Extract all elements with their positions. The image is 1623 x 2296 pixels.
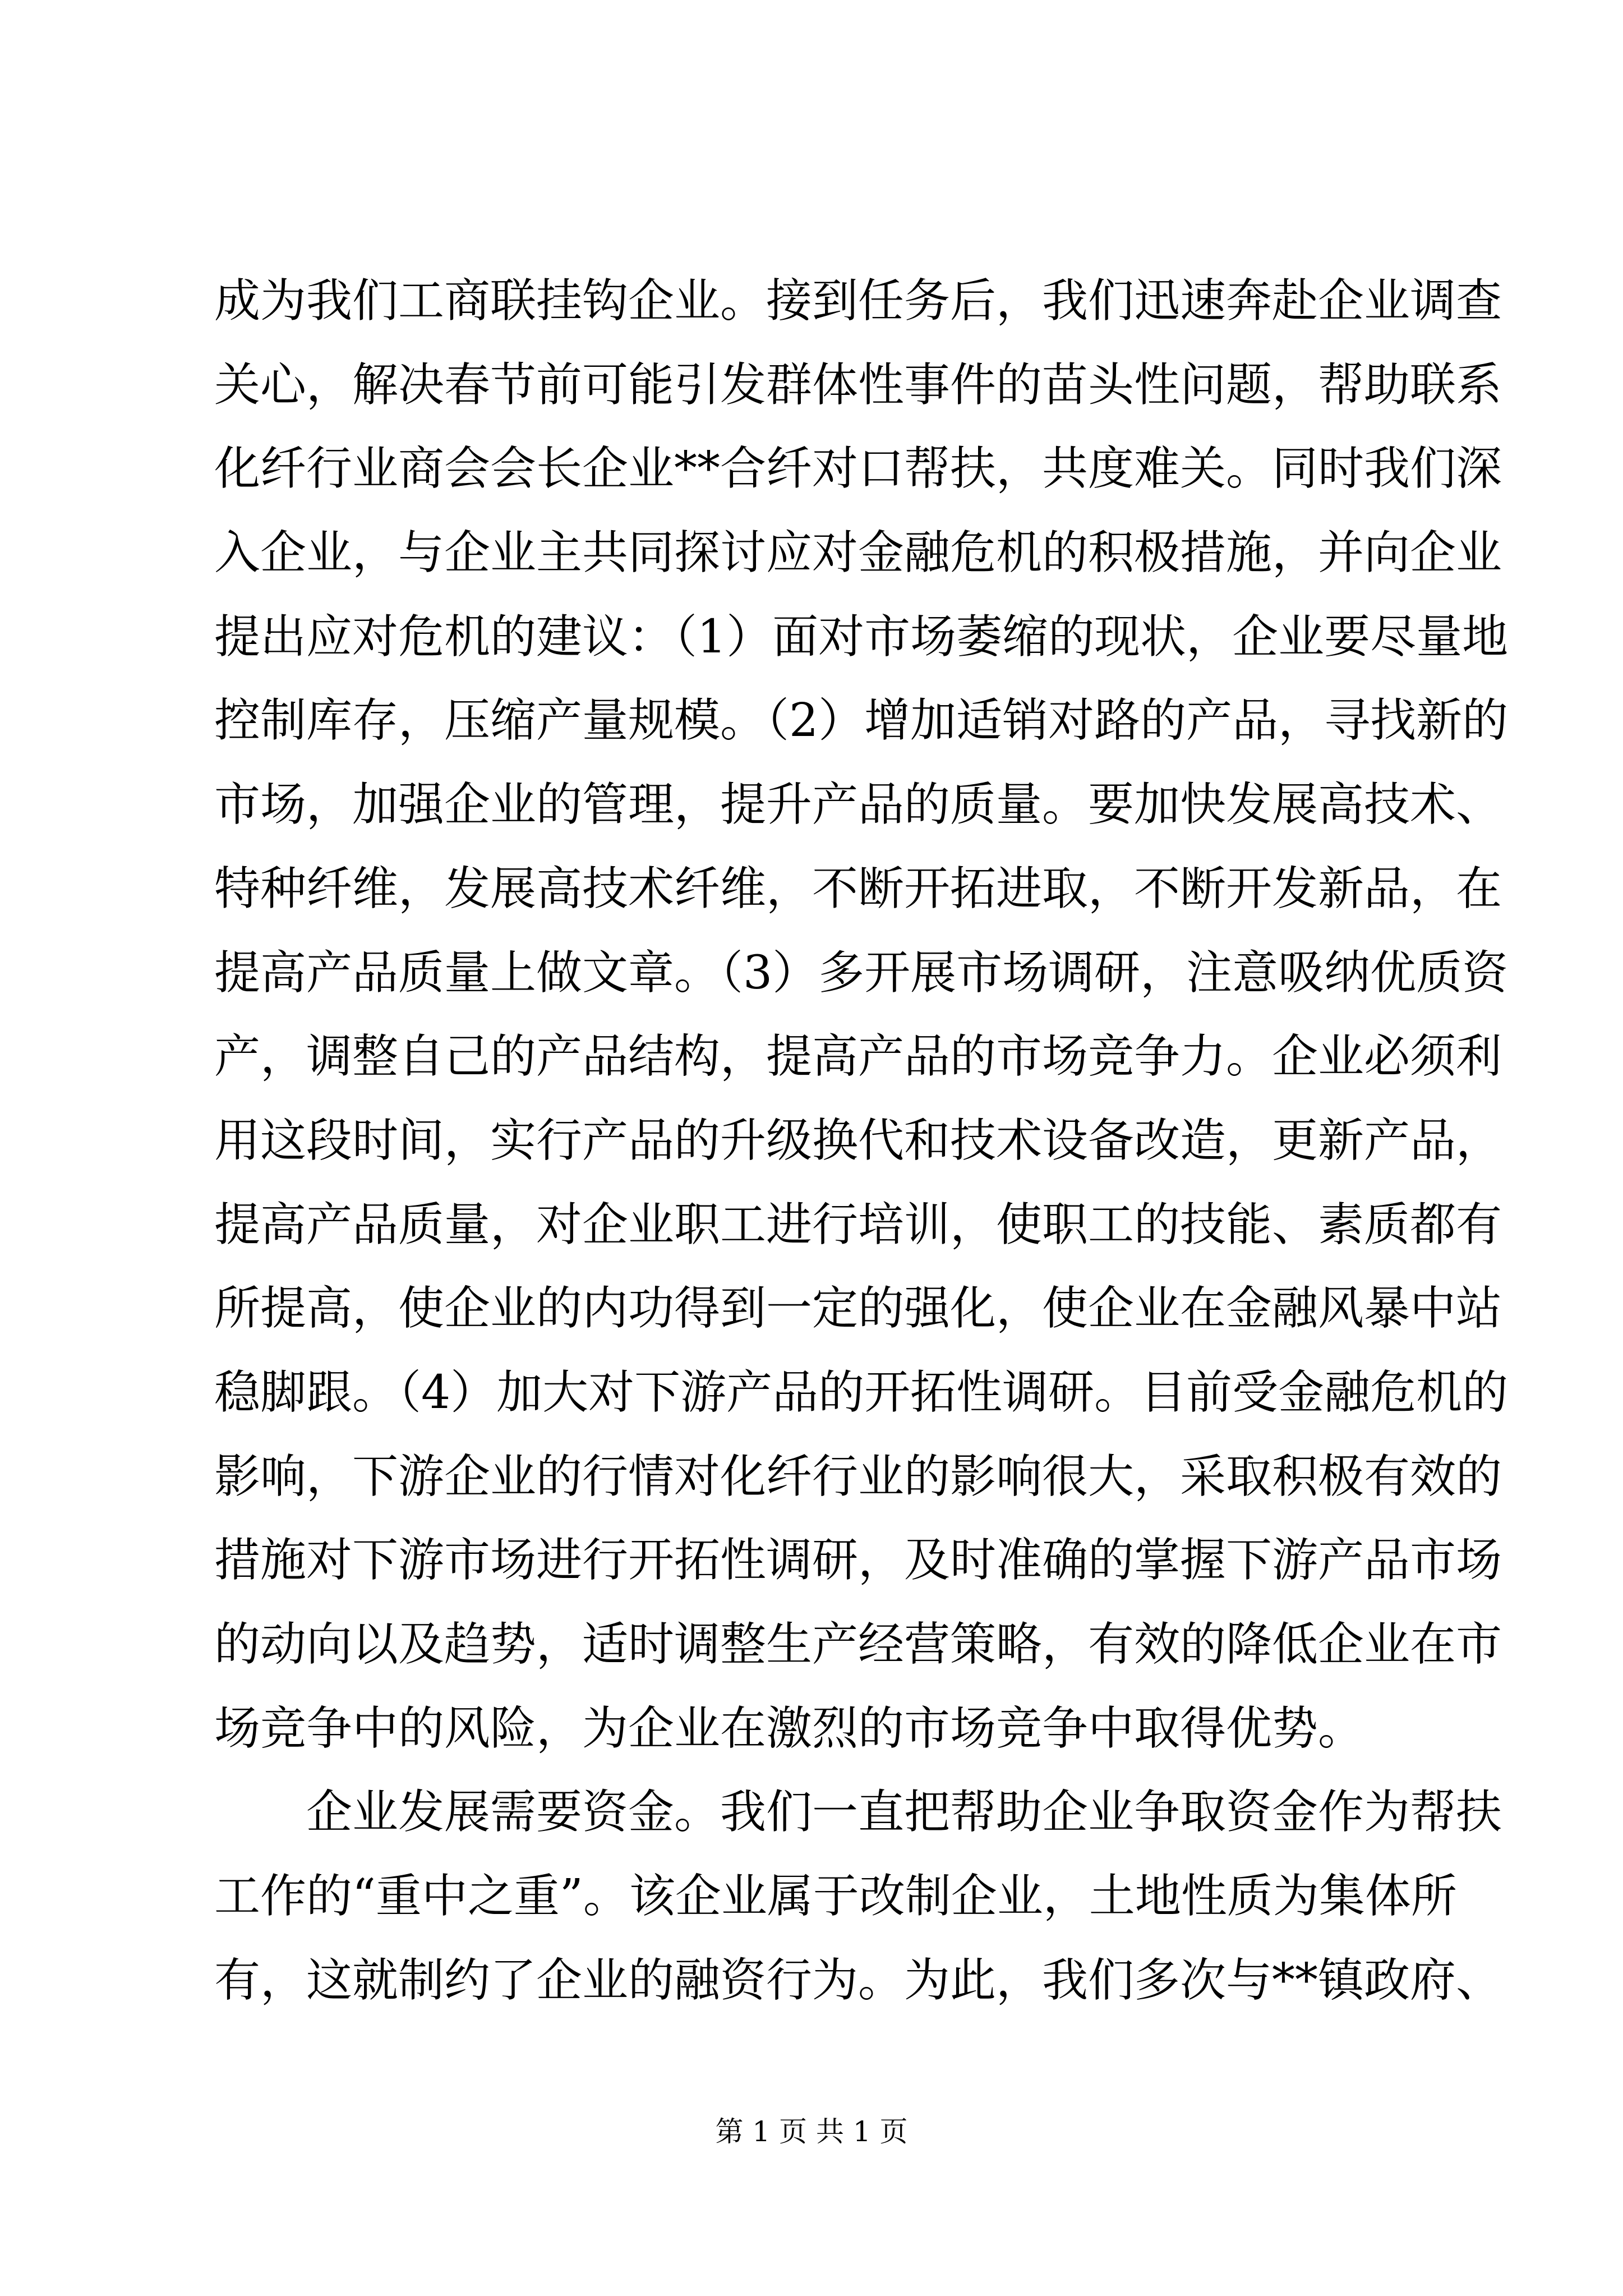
text-line-15: 影响，下游企业的行情对化纤行业的影响很大，采取积极有效的	[214, 1450, 1502, 1503]
page-footer: 第 1 页 共 1 页	[715, 2115, 908, 2148]
text-line-2: 关心，解决春节前可能引发群体性事件的苗头性问题，帮助联系	[214, 358, 1502, 412]
text-line-11: 用这段时间，实行产品的升级换代和技术设备改造，更新产品，	[214, 1114, 1502, 1167]
text-line-13: 所提高，使企业的内功得到一定的强化，使企业在金融风暴中站	[214, 1282, 1502, 1336]
text-line-9: 提高产品质量上做文章。（3）多开展市场调研，注意吸纳优质资	[214, 946, 1509, 1000]
text-line-17: 的动向以及趋势，适时调整生产经营策略，有效的降低企业在市	[214, 1618, 1502, 1671]
text-line-5: 提出应对危机的建议：（1）面对市场萎缩的现状，企业要尽量地	[214, 610, 1509, 664]
text-line-16: 措施对下游市场进行开拓性调研，及时准确的掌握下游产品市场	[214, 1534, 1502, 1588]
text-line-18: 场竞争中的风险，为企业在激烈的市场竞争中取得优势。	[214, 1701, 1364, 1755]
text-line-4: 入企业，与企业主共同探讨应对金融危机的积极措施，并向企业	[214, 526, 1502, 580]
text-line-19: 企业发展需要资金。我们一直把帮助企业争取资金作为帮扶	[306, 1786, 1502, 1839]
text-line-8: 特种纤维，发展高技术纤维，不断开拓进取，不断开发新品，在	[214, 862, 1502, 915]
text-line-6: 控制库存，压缩产量规模。（2）增加适销对路的产品，寻找新的	[214, 694, 1509, 748]
text-line-21: 有，这就制约了企业的融资行为。为此，我们多次与**镇政府、	[214, 1953, 1502, 2007]
text-line-10: 产，调整自己的产品结构，提高产品的市场竞争力。企业必须利	[214, 1030, 1502, 1084]
document-body	[214, 259, 1509, 2022]
text-line-14: 稳脚跟。（4）加大对下游产品的开拓性调研。目前受金融危机的	[214, 1365, 1509, 1419]
text-line-3: 化纤行业商会会长企业**合纤对口帮扶，共度难关。同时我们深	[214, 442, 1502, 496]
text-line-1: 成为我们工商联挂钩企业。接到任务后，我们迅速奔赴企业调查	[214, 274, 1502, 328]
text-line-12: 提高产品质量，对企业职工进行培训，使职工的技能、素质都有	[214, 1198, 1502, 1251]
text-line-20: 工作的“重中之重”。该企业属于改制企业，土地性质为集体所	[214, 1870, 1457, 1924]
text-line-7: 市场，加强企业的管理，提升产品的质量。要加快发展高技术、	[214, 778, 1502, 832]
